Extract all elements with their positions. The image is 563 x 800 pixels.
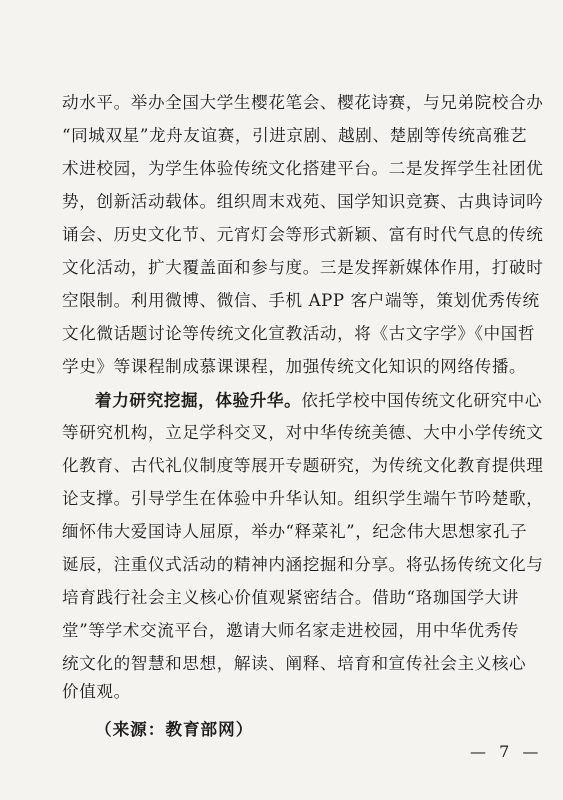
- body-line: 诵会、历史文化节、元宵灯会等形式新颖、富有时代气息的传统: [62, 225, 544, 244]
- page-number: — 7 —: [470, 742, 543, 761]
- body-line: 等研究机构，立足学科交叉，对中华传统美德、大中小学传统文: [62, 423, 544, 442]
- body-line: 动水平。举办全国大学生樱花笔会、樱花诗赛，与兄弟院校合办: [62, 93, 544, 112]
- body-line: 术进校园，为学生体验传统文化搭建平台。二是发挥学生社团优: [62, 159, 544, 178]
- paragraph-heading-line: [95, 385, 543, 415]
- paragraph-text: 依托学校中国传统文化研究中心: [301, 391, 543, 410]
- body-line: 文化微话题讨论等传统文化宣教活动，将《古文字学》《中国哲: [62, 324, 536, 343]
- body-line: 诞辰，注重仪式活动的精神内涵挖掘和分享。将弘扬传统文化与: [62, 555, 544, 574]
- paragraph-heading: 着力研究挖掘，体验升华。: [95, 390, 302, 410]
- body-line: 文化活动，扩大覆盖面和参与度。三是发挥新媒体作用，打破时: [62, 258, 544, 277]
- body-line: 势，创新活动载体。组织周末戏苑、国学知识竞赛、古典诗词吟: [62, 192, 544, 211]
- body-line: 空限制。利用微博、微信、手机 APP 客户端等，策划优秀传统: [62, 291, 540, 310]
- body-line: 价值观。: [62, 682, 131, 701]
- source-note: （来源：教育部网）: [95, 719, 254, 739]
- body-line: 堂”等学术交流平台，邀请大师名家走进校园，用中华优秀传: [62, 621, 519, 640]
- body-line: 论支撑。引导学生在体验中升华认知。组织学生端午节吟楚歌，: [62, 489, 544, 508]
- body-line: “同城双星”龙舟友谊赛，引进京剧、越剧、楚剧等传统高雅艺: [62, 126, 528, 145]
- body-line: 统文化的智慧和思想，解读、阐释、培育和宣传社会主义核心: [62, 654, 527, 673]
- body-line: 学史》等课程制成慕课课程，加强传统文化知识的网络传播。: [62, 357, 527, 376]
- body-line: 化教育、古代礼仪制度等展开专题研究，为传统文化教育提供理: [62, 456, 544, 475]
- body-line: 缅怀伟大爱国诗人屈原，举办“释菜礼”，纪念伟大思想家孔子: [62, 522, 528, 541]
- body-line: 培育践行社会主义核心价值观紧密结合。借助“珞珈国学大讲: [62, 588, 519, 607]
